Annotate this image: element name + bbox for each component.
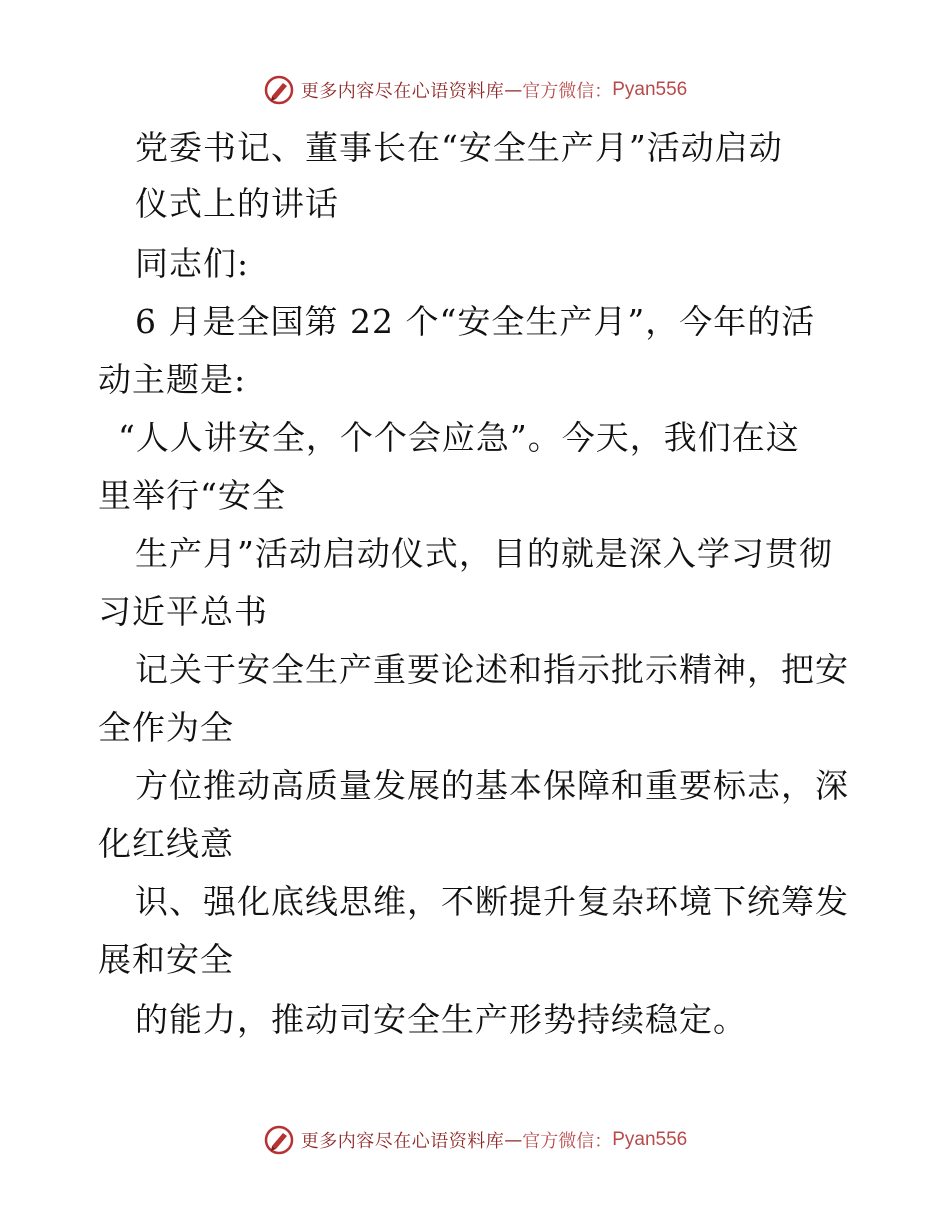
- document-title-line-1: 党委书记、董事长在“安全生产月”活动启动: [135, 128, 783, 167]
- paragraph-line: 全作为全: [98, 708, 234, 747]
- paragraph-line: 动主题是:: [98, 360, 247, 399]
- header-wechat-label: 官方微信：: [522, 81, 613, 102]
- header-banner-separator: —: [504, 79, 523, 101]
- paragraph-line: 记关于安全生产重要论述和指示批示精神，把安: [135, 650, 849, 689]
- paragraph-line: 里举行“安全: [98, 476, 286, 515]
- paragraph-line: 方位推动高质量发展的基本保障和重要标志，深: [135, 766, 849, 805]
- footer-banner: [0, 1120, 950, 1160]
- pen-logo-icon: [263, 1124, 295, 1156]
- salutation: 同志们:: [135, 244, 250, 283]
- footer-banner-separator: —: [504, 1129, 523, 1151]
- document-title-line-2: 仪式上的讲话: [135, 184, 339, 223]
- header-banner-text: 更多内容尽在心语资料库: [300, 81, 505, 102]
- footer-wechat-id: Pyan556: [612, 1129, 688, 1150]
- paragraph-line: 展和安全: [98, 940, 234, 979]
- header-banner: [0, 70, 950, 110]
- paragraph-line: 的能力，推动司安全生产形势持续稳定。: [135, 1000, 747, 1039]
- header-wechat-id: Pyan556: [612, 79, 688, 100]
- paragraph-line: 生产月”活动启动仪式，目的就是深入学习贯彻: [135, 534, 833, 573]
- paragraph-line: “人人讲安全，个个会应急”。今天，我们在这: [118, 418, 800, 457]
- paragraph-line: 习近平总书: [98, 592, 268, 631]
- paragraph-line: 识、强化底线思维，不断提升复杂环境下统筹发: [135, 882, 849, 921]
- footer-wechat-label: 官方微信：: [522, 1131, 613, 1152]
- footer-banner-text: 更多内容尽在心语资料库: [300, 1131, 505, 1152]
- paragraph-line: 化红线意: [98, 824, 234, 863]
- paragraph-line: 6 月是全国第 22 个“安全生产月”，今年的活: [135, 302, 816, 341]
- pen-logo-icon: [263, 74, 295, 106]
